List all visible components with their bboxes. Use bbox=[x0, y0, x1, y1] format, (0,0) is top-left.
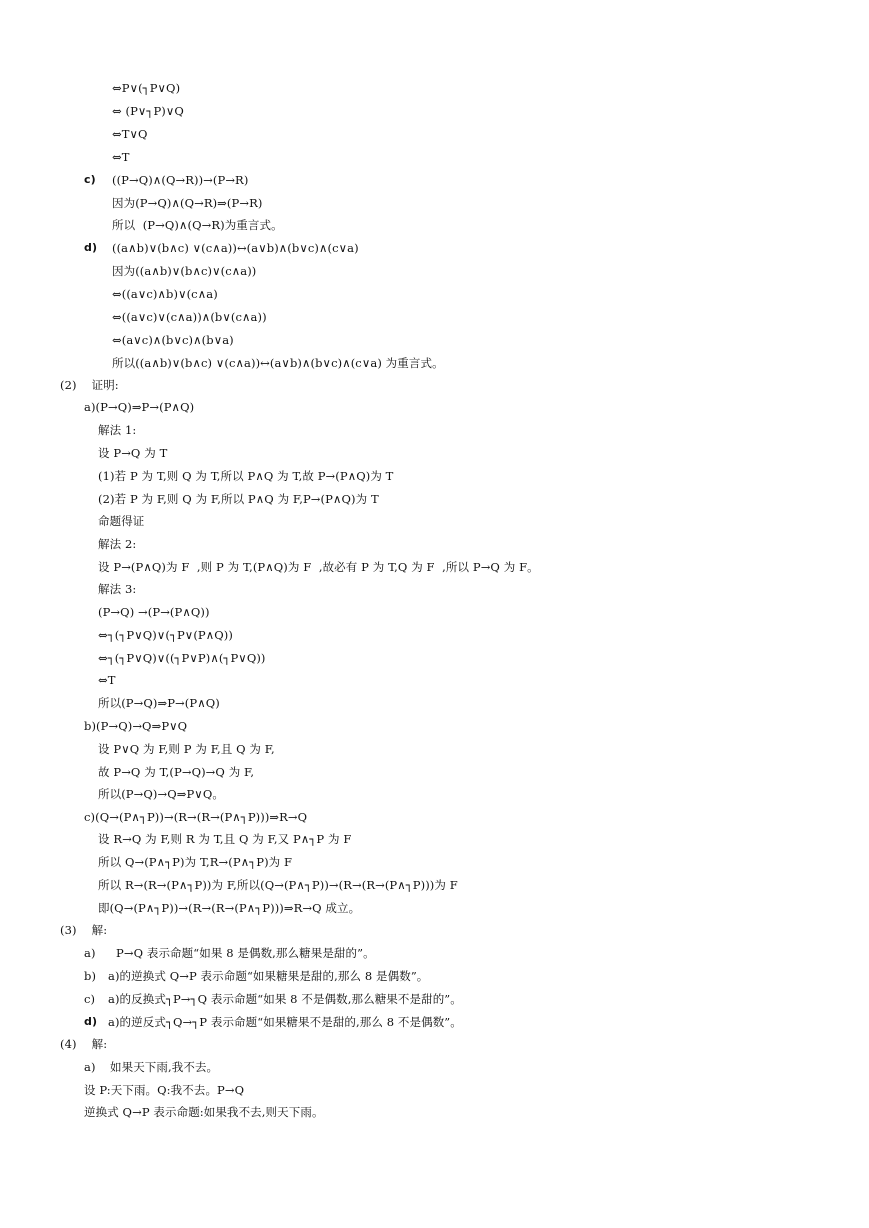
text-line: ⇔P∨(┐P∨Q) bbox=[112, 81, 181, 95]
item-label: c) bbox=[84, 992, 96, 1006]
text-line: 命题得证 bbox=[98, 514, 145, 528]
item-label: a) bbox=[84, 1060, 96, 1074]
item-label: a) bbox=[84, 946, 96, 960]
text-line: ⇔T bbox=[98, 673, 116, 687]
text-line: ((P→Q)∧(Q→R))→(P→R) bbox=[112, 173, 249, 187]
text-line: P→Q 表示命题“如果 8 是偶数,那么糖果是甜的”。 bbox=[116, 946, 375, 960]
section-heading: (2) 证明: bbox=[60, 378, 119, 392]
text-line: a)的反换式┐P→┐Q 表示命题“如果 8 不是偶数,那么糖果不是甜的”。 bbox=[108, 992, 462, 1006]
item-label: b) bbox=[84, 969, 97, 983]
text-line: ⇔(a∨c)∧(b∨c)∧(b∨a) bbox=[112, 333, 234, 347]
text-line: ⇔T bbox=[112, 150, 130, 164]
text-line: 所以 Q→(P∧┐P)为 T,R→(P∧┐P)为 F bbox=[98, 855, 293, 869]
item-label: c) bbox=[84, 173, 96, 186]
item-label: d) bbox=[84, 1015, 98, 1028]
text-line: ⇔┐(┐P∨Q)∨((┐P∨P)∧(┐P∨Q)) bbox=[98, 651, 266, 665]
text-line: 即(Q→(P∧┐P))→(R→(R→(P∧┐P)))⇒R→Q 成立。 bbox=[98, 901, 361, 915]
text-line: 解法 3: bbox=[98, 582, 137, 596]
text-line: 如果天下雨,我不去。 bbox=[110, 1060, 219, 1074]
text-line: b)(P→Q)→Q⇒P∨Q bbox=[84, 719, 188, 733]
text-line: 所以 R→(R→(P∧┐P))为 F,所以(Q→(P∧┐P))→(R→(R→(P∧┐P)))为 F bbox=[98, 878, 458, 892]
text-line: ⇔((a∨c)∨(c∧a))∧(b∨(c∧a)) bbox=[112, 310, 267, 324]
text-line: 设 P→(P∧Q)为 F ,则 P 为 T,(P∧Q)为 F ,故必有 P 为 T,Q 为 F ,所以 P→Q 为 F。 bbox=[98, 560, 539, 574]
text-line: a)的逆换式 Q→P 表示命题“如果糖果是甜的,那么 8 是偶数”。 bbox=[108, 969, 429, 983]
item-label: d) bbox=[84, 241, 98, 254]
text-line: ⇔((a∨c)∧b)∨(c∧a) bbox=[112, 287, 218, 301]
text-line: 设 R→Q 为 F,则 R 为 T,且 Q 为 F,又 P∧┐P 为 F bbox=[98, 832, 352, 846]
text-line: a)(P→Q)⇒P→(P∧Q) bbox=[84, 400, 195, 414]
text-line: 所以(P→Q)→Q⇒P∨Q。 bbox=[98, 787, 224, 801]
text-line: 设 P→Q 为 T bbox=[98, 446, 168, 460]
text-line: 所以 (P→Q)∧(Q→R)为重言式。 bbox=[112, 218, 283, 232]
text-line: (2)若 P 为 F,则 Q 为 F,所以 P∧Q 为 F,P→(P∧Q)为 T bbox=[98, 492, 379, 506]
text-line: (1)若 P 为 T,则 Q 为 T,所以 P∧Q 为 T,故 P→(P∧Q)为 T bbox=[98, 469, 394, 483]
text-line: 所以((a∧b)∨(b∧c) ∨(c∧a))↔(a∨b)∧(b∨c)∧(c∨a) 为重言式。 bbox=[112, 356, 444, 370]
text-line: 因为((a∧b)∨(b∧c)∨(c∧a)) bbox=[112, 264, 257, 278]
text-line: 因为(P→Q)∧(Q→R)⇒(P→R) bbox=[112, 196, 263, 210]
text-line: (P→Q) →(P→(P∧Q)) bbox=[98, 605, 210, 619]
text-line: 故 P→Q 为 T,(P→Q)→Q 为 F, bbox=[98, 765, 255, 779]
section-heading: (3) 解: bbox=[60, 923, 108, 937]
text-line: 解法 2: bbox=[98, 537, 137, 551]
section-heading: (4) 解: bbox=[60, 1037, 108, 1051]
text-line: 设 P:天下雨。Q:我不去。P→Q bbox=[84, 1083, 245, 1097]
text-line: c)(Q→(P∧┐P))→(R→(R→(P∧┐P)))⇒R→Q bbox=[84, 810, 308, 824]
text-line: 逆换式 Q→P 表示命题:如果我不去,则天下雨。 bbox=[84, 1105, 324, 1119]
text-line: a)的逆反式┐Q→┐P 表示命题“如果糖果不是甜的,那么 8 不是偶数”。 bbox=[108, 1015, 462, 1029]
text-line: 所以(P→Q)⇒P→(P∧Q) bbox=[98, 696, 220, 710]
text-line: 设 P∨Q 为 F,则 P 为 F,且 Q 为 F, bbox=[98, 742, 275, 756]
text-line: ⇔┐(┐P∨Q)∨(┐P∨(P∧Q)) bbox=[98, 628, 233, 642]
text-line: ((a∧b)∨(b∧c) ∨(c∧a))↔(a∨b)∧(b∨c)∧(c∨a) bbox=[112, 241, 359, 255]
text-line: ⇔ (P∨┐P)∨Q bbox=[112, 104, 184, 118]
text-line: ⇔T∨Q bbox=[112, 127, 148, 141]
text-line: 解法 1: bbox=[98, 423, 137, 437]
